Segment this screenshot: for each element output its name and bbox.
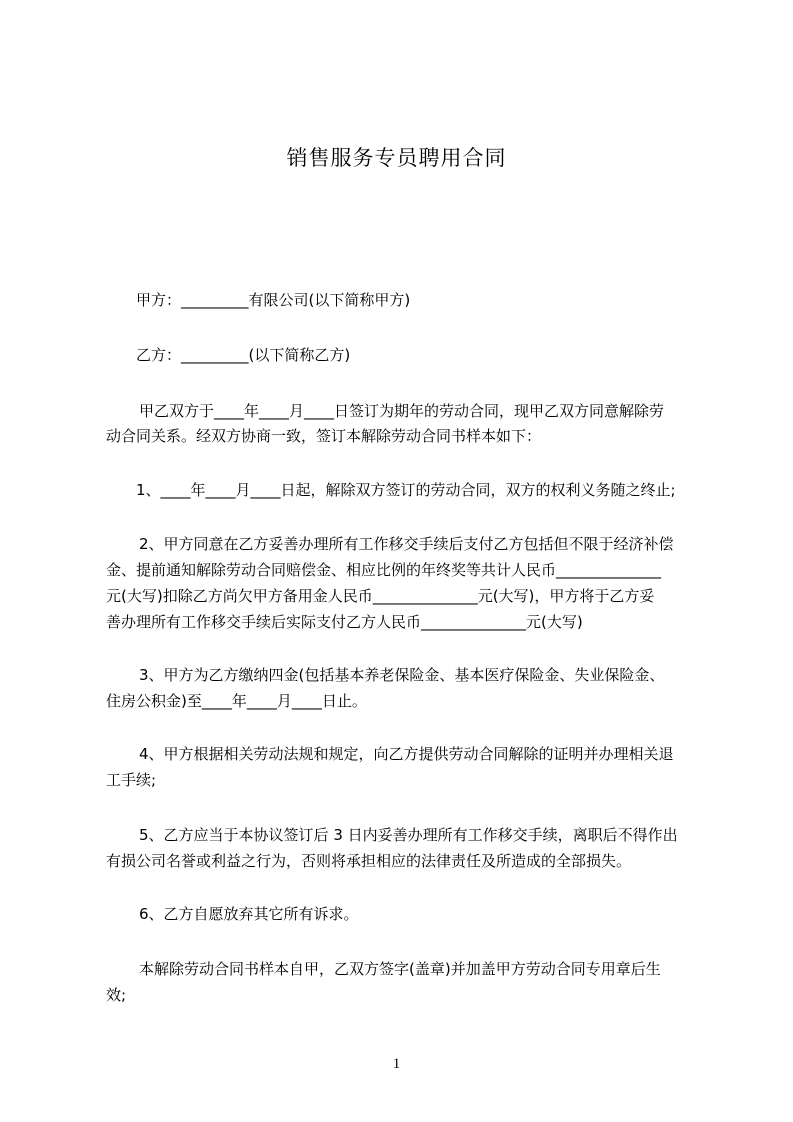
party-b-line: 乙方：_________(以下简称乙方) <box>136 346 351 364</box>
clause-3-line-1: 3、甲方为乙方缴纳四金(包括基本养老保险金、基本医疗保险金、失业保险金、 <box>139 666 665 684</box>
clause-2-line-2: 金、提前通知解除劳动合同赔偿金、相应比例的年终奖等共计人民币______________ <box>106 561 662 579</box>
closing-line-1: 本解除劳动合同书样本自甲，乙双方签字(盖章)并加盖甲方劳动合同专用章后生 <box>139 960 661 978</box>
party-a-line: 甲方：_________有限公司(以下简称甲方) <box>136 291 411 309</box>
clause-5-line-1: 5、乙方应当于本协议签订后 3 日内妥善办理所有工作移交手续，离职后不得作出 <box>139 826 678 844</box>
closing-line-2: 效; <box>106 986 127 1004</box>
clause-1-line-1: 1、____年____月____日起，解除双方签订的劳动合同，双方的权利义务随之终止; <box>136 481 676 499</box>
clause-5-line-2: 有损公司名誉或利益之行为，否则将承担相应的法律责任及所造成的全部损失。 <box>106 852 632 870</box>
clause-2-line-3: 元(大写)扣除乙方尚欠甲方备用金人民币______________元(大写)，甲方将于乙方妥 <box>106 587 655 605</box>
clause-3-line-2: 住房公积金)至____年____月____日止。 <box>106 692 367 710</box>
clause-4-line-1: 4、甲方根据相关劳动法规和规定，向乙方提供劳动合同解除的证明并办理相关退 <box>139 745 674 763</box>
document-title: 销售服务专员聘用合同 <box>286 146 507 170</box>
intro-line-2: 动合同关系。经双方协商一致，签订本解除劳动合同书样本如下： <box>106 427 542 445</box>
clause-2-line-1: 2、甲方同意在乙方妥善办理所有工作移交手续后支付乙方包括但不限于经济补偿 <box>139 535 674 553</box>
clause-6-line: 6、乙方自愿放弃其它所有诉求。 <box>139 905 359 923</box>
clause-4-line-2: 工手续; <box>106 771 157 789</box>
intro-line-1: 甲乙双方于____年____月____日签订为期年的劳动合同，现甲乙双方同意解除劳 <box>139 402 665 420</box>
clause-2-line-4: 善办理所有工作移交手续后实际支付乙方人民币______________元(大写) <box>106 613 583 631</box>
page-number: 1 <box>392 1056 401 1072</box>
